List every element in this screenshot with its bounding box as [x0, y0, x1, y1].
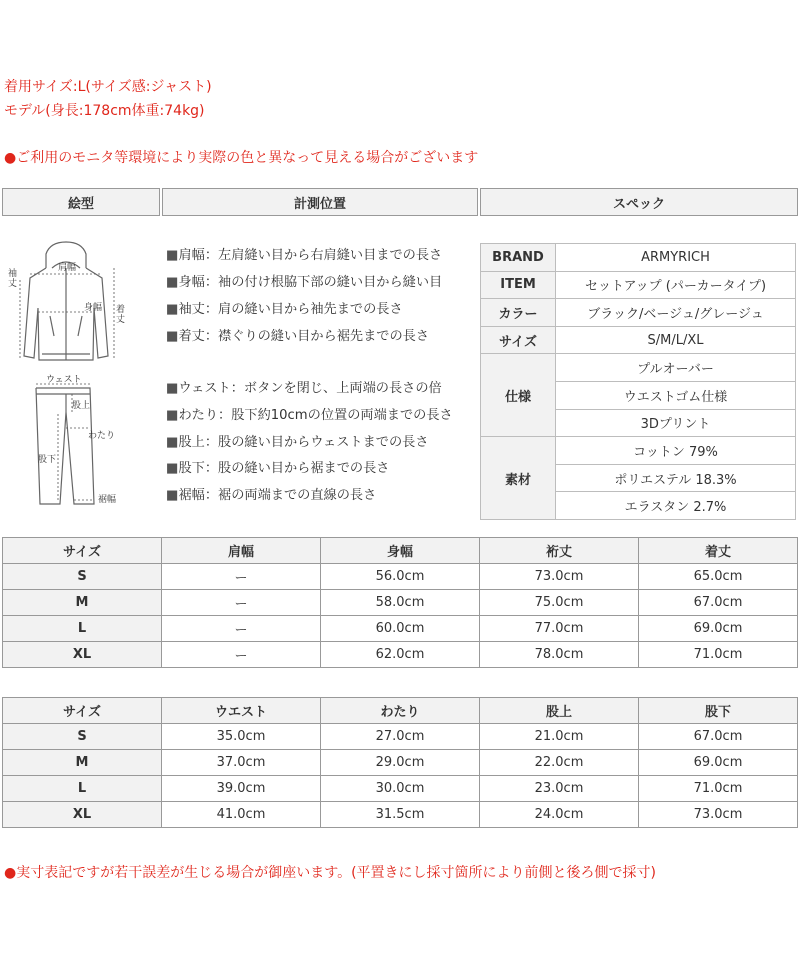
size-cell: S — [3, 724, 162, 750]
spec-row-spec — [481, 354, 796, 382]
color-notice-text: ご利用のモニタ等環境により実際の色と異なって見える場合がございます — [16, 150, 479, 166]
table-cell: ー — [162, 590, 321, 616]
size-cell: M — [3, 750, 162, 776]
header-illustration: 絵型 — [2, 188, 160, 216]
color-notice — [4, 147, 478, 167]
measure-item-inseam: ■股下：股の縫い目から裾までの長さ — [166, 461, 390, 476]
table-header-row — [3, 538, 798, 564]
table-cell: 29.0cm — [321, 750, 480, 776]
spec-row-size — [481, 326, 796, 354]
col-header: サイズ — [3, 698, 162, 724]
spec-label-color: カラー — [481, 299, 556, 327]
table-cell: 24.0cm — [480, 802, 639, 828]
measurement-notice-text: 実寸表記ですが若干誤差が生じる場合が御座います。(平置きにし採寸箇所により前側と後ろ側で採寸) — [16, 865, 657, 881]
table-cell: 67.0cm — [639, 590, 798, 616]
table-cell: 62.0cm — [321, 642, 480, 668]
measure-item-shoulder: ■肩幅：左肩縫い目から右肩縫い目までの長さ — [166, 248, 443, 263]
spec-label-spec: 仕様 — [481, 354, 556, 437]
table-row — [3, 642, 798, 668]
table-cell: ー — [162, 642, 321, 668]
table-cell: 60.0cm — [321, 616, 480, 642]
wear-size-text: 着用サイズ:L(サイズ感:ジャスト) — [4, 79, 212, 95]
table-cell: 56.0cm — [321, 564, 480, 590]
table-cell: 73.0cm — [639, 802, 798, 828]
col-header: 股下 — [639, 698, 798, 724]
col-header: 身幅 — [321, 538, 480, 564]
spec-value-spec-3: 3Dプリント — [556, 409, 796, 437]
table-cell: 23.0cm — [480, 776, 639, 802]
bullet-icon: ● — [4, 150, 17, 166]
size-cell: XL — [3, 802, 162, 828]
bullet-icon: ● — [4, 865, 17, 881]
col-header: サイズ — [3, 538, 162, 564]
table-row — [3, 724, 798, 750]
table-cell: ー — [162, 616, 321, 642]
spec-value-color: ブラック/ベージュ/グレージュ — [556, 299, 796, 327]
table-cell: 58.0cm — [321, 590, 480, 616]
measurement-notice — [4, 862, 656, 882]
table-cell: 75.0cm — [480, 590, 639, 616]
table-cell: ー — [162, 564, 321, 590]
label-thigh: わたり — [88, 431, 116, 441]
spec-value-spec-2: ウエストゴム仕様 — [556, 381, 796, 409]
table-cell: 27.0cm — [321, 724, 480, 750]
col-header: 着丈 — [639, 538, 798, 564]
top-size-table — [2, 537, 798, 668]
table-cell: 73.0cm — [480, 564, 639, 590]
spec-value-material-1: コットン 79% — [556, 437, 796, 465]
header-spec: スペック — [480, 188, 798, 216]
table-row — [3, 590, 798, 616]
size-cell: L — [3, 616, 162, 642]
col-header: わたり — [321, 698, 480, 724]
table-cell: 30.0cm — [321, 776, 480, 802]
spec-row-color — [481, 299, 796, 327]
table-cell: 35.0cm — [162, 724, 321, 750]
table-row — [3, 776, 798, 802]
hoodie-measure-lines — [20, 268, 114, 360]
measure-item-rise: ■股上：股の縫い目からウェストまでの長さ — [166, 435, 429, 450]
table-row — [3, 616, 798, 642]
table-cell: 77.0cm — [480, 616, 639, 642]
label-length: 着丈 — [116, 305, 126, 325]
table-cell: 31.5cm — [321, 802, 480, 828]
spec-row-material — [481, 437, 796, 465]
table-cell: 71.0cm — [639, 642, 798, 668]
spec-label-size: サイズ — [481, 326, 556, 354]
spec-value-size: S/M/L/XL — [556, 326, 796, 354]
label-rise: 股上 — [72, 401, 91, 411]
measure-item-body: ■身幅：袖の付け根脇下部の縫い目から縫い目 — [166, 275, 443, 290]
spec-label-brand: BRAND — [481, 244, 556, 272]
table-row — [3, 564, 798, 590]
spec-table — [480, 243, 796, 520]
measure-item-thigh: ■わたり：股下約10cmの位置の両端までの長さ — [166, 408, 453, 423]
table-cell: 41.0cm — [162, 802, 321, 828]
table-cell: 39.0cm — [162, 776, 321, 802]
spec-value-material-3: エラスタン 2.7% — [556, 492, 796, 520]
col-header: ウエスト — [162, 698, 321, 724]
label-shoulder: 肩幅 — [58, 263, 77, 273]
table-cell: 69.0cm — [639, 750, 798, 776]
section-header-bar — [2, 188, 798, 216]
table-cell: 71.0cm — [639, 776, 798, 802]
measure-item-length: ■着丈：襟ぐりの縫い目から裾先までの長さ — [166, 329, 430, 344]
label-hem: 裾幅 — [98, 495, 117, 505]
spec-value-material-2: ポリエステル 18.3% — [556, 464, 796, 492]
measure-item-sleeve: ■袖丈：肩の縫い目から袖先までの長さ — [166, 302, 403, 317]
spec-label-material: 素材 — [481, 437, 556, 520]
table-header-row — [3, 698, 798, 724]
size-cell: S — [3, 564, 162, 590]
table-row — [3, 750, 798, 776]
size-cell: L — [3, 776, 162, 802]
table-cell: 65.0cm — [639, 564, 798, 590]
size-cell: M — [3, 590, 162, 616]
header-measure-position: 計測位置 — [162, 188, 478, 216]
hoodie-illustration — [24, 242, 108, 360]
spec-row-brand — [481, 244, 796, 272]
bottom-size-table — [2, 697, 798, 828]
table-row — [3, 802, 798, 828]
spec-label-item: ITEM — [481, 271, 556, 299]
garment-diagram — [6, 238, 158, 514]
spec-value-spec-1: プルオーバー — [556, 354, 796, 382]
table-cell: 21.0cm — [480, 724, 639, 750]
measure-item-waist: ■ウェスト：ボタンを閉じ、上両端の長さの倍 — [166, 381, 442, 396]
measure-item-hem: ■裾幅：裾の両端までの直線の長さ — [166, 488, 377, 503]
spec-value-item: セットアップ (パーカータイプ) — [556, 271, 796, 299]
label-body: 身幅 — [84, 303, 103, 313]
label-inseam: 股下 — [38, 455, 57, 465]
col-header: 裄丈 — [480, 538, 639, 564]
size-cell: XL — [3, 642, 162, 668]
table-cell: 22.0cm — [480, 750, 639, 776]
col-header: 股上 — [480, 698, 639, 724]
spec-value-brand: ARMYRICH — [556, 244, 796, 272]
table-cell: 67.0cm — [639, 724, 798, 750]
spec-row-item — [481, 271, 796, 299]
table-cell: 78.0cm — [480, 642, 639, 668]
table-cell: 69.0cm — [639, 616, 798, 642]
model-info-text: モデル(身長:178cm体重:74kg) — [4, 103, 205, 119]
label-waist: ウェスト — [46, 375, 82, 385]
table-cell: 37.0cm — [162, 750, 321, 776]
label-sleeve: 袖丈 — [8, 269, 18, 289]
col-header: 肩幅 — [162, 538, 321, 564]
